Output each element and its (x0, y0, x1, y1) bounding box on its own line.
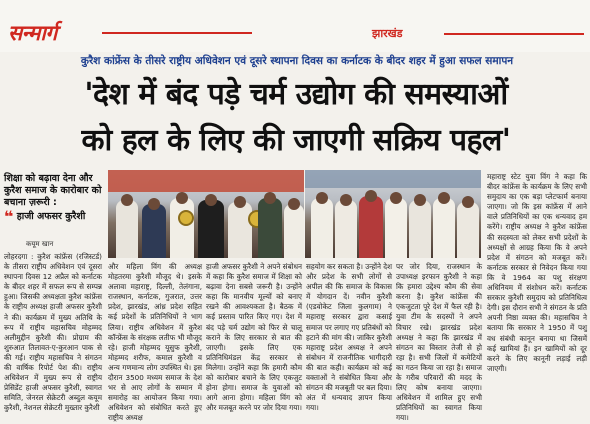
article-kicker: कुरैश कांफ्रेंस के तीसरे राष्ट्रीय अधिवेशन एवं दूसरे स्थापना दिवस का कर्नाटक के बीदर शहर में हुआ सफल समापन (80, 55, 514, 67)
person-figure (409, 200, 431, 258)
person-figure (359, 196, 383, 258)
person-figure (258, 198, 282, 258)
pull-quote-author-name: हाजी अफसर कुरैशी (16, 211, 86, 222)
newspaper-logo: सन्मार्ग (8, 20, 57, 45)
article-column-1: लोहरदगा : कुरैश कांफ्रेंस (रजिस्टर्ड) के तीसरा राष्ट्रीय अधिवेशन एवं दूसरा स्थापना दिवस 12 अप्रैल को कर्नाटक के बीदर शहर में सफल रूप से सम्पन्न हुआ। जिसकी अध्यक्षता कुरैश कांफ्रेंस के राष्ट्रीय अध्यक्ष हाजी अफसर कुरैशी ने की। कार्यक्रम में मुख्य अतिथि के रूप में राष्ट्रीय महासचिव मोहम्मद अलीमुद्दीन कुरैशी की। प्रोग्राम की शुरुआत तिलावत-ए-कुरआन पाक से की गई। राष्ट्रीय महासचिव ने संगठन की वार्षिक रिपोर्ट पेश की। राष्ट्रीय अधिवेशन में मुख्य रूप से राष्ट्रीय प्रेसिडेंट हाजी अफसर कुरैशी, स्वागत समिति, जेनरल सेक्रेटरी अब्दुल कयूम कुरैशी, नेशनल सेक्रेटरी मुख्तार कुरैशी (4, 252, 102, 413)
person-head (365, 190, 377, 202)
quote-mark-icon: ❝ (4, 207, 14, 226)
person-figure (170, 198, 194, 258)
pull-quote-author (4, 207, 104, 226)
person-head (176, 192, 188, 204)
person-figure (142, 204, 166, 258)
article-column-2: और महिला विंग की अध्यक्ष मोहतरमा कुरैशी मौजूद थे। इसके अलावा महाराष्ट्र, दिल्ली, तेलंगाना, राजस्थान, कर्नाटक, गुजरात, उत्तर प्रदेश, झारखंड, आंध्र प्रदेश सहित कई प्रदेशों के प्रतिनिधियों ने भाग लिया। राष्ट्रीय अधिवेशन में कुरैश कॉन्फ्रेंस के संरक्षक लतीफ भी मौजूद रहे। हाजी मोहम्मद यूसुफ कुरैशी, मोहम्मद शरीफ, कमाल कुरैशी व अन्य गणमान्य लोग उपस्थित थे। इस दौरान 3500 मध्यम समाज के देश भर से आए लोगों के सम्मान में समारोह का आयोजन किया गया। अधिवेशन को संबोधित करते हुए राष्ट्रीय अध्यक्ष (108, 262, 202, 423)
headline-line-1: 'देश में बंद पड़े चर्म उद्योग की समस्याओं (84, 77, 508, 112)
event-photo-stage (108, 170, 304, 258)
person-head (438, 192, 450, 204)
person-figure (311, 198, 333, 258)
pull-quote (4, 173, 104, 235)
person-head (264, 192, 276, 204)
person-figure (198, 200, 224, 258)
masthead (0, 0, 590, 52)
person-figure (335, 200, 357, 258)
person-figure (457, 202, 479, 258)
person-head (316, 192, 328, 204)
person-figure (116, 200, 138, 258)
pull-quote-text: शिक्षा को बढ़ावा देना और कुरैश समाज के कारोबार को बचाना ज़रूरी : (4, 173, 102, 208)
person-figure (228, 202, 252, 258)
person-head (288, 198, 300, 210)
article-column-4: सहयोग कर सकता है। उन्होंने देश और प्रदेश के सभी लोगों से अपील की कि समाज के विकास में योगदान दें। नवीन कुरैशी (एडवोकेट जिला कुलगाम) ने महाराष्ट्र सरकार द्वारा कसाई समाज पर लगाए गए प्रतिबंधों को हटाने की मांग की। जाकिर कुरैशी महाराष्ट्र प्रदेश अध्यक्ष ने अपने संबोधन में राजनीतिक भागीदारी की बात कही। कार्यक्रम को कई वक्ताओं ने संबोधित किया और संगठन की मजबूती पर बल दिया। अंत में धन्यवाद ज्ञापन किया गया। (306, 262, 393, 413)
person-head (414, 194, 426, 206)
person-head (234, 196, 246, 208)
award-shield (178, 210, 194, 226)
article-column-5: पर जोर दिया, राजस्थान के उपाध्यक्ष इरफान कुरैशी ने कहा कि हमारा उद्देश्य कौम की सेवा करना है। कुरैश कांफ्रेंस की एकजुटता पूरे देश में फैल रही है। युवा टीम के सदस्यों ने अपने विचार रखे। झारखंड प्रदेश अध्यक्ष ने कहा कि झारखंड में संगठन का विस्तार तेजी से हो रहा है। सभी जिलों में कमेटियों का गठन किया जा रहा है। समाज के गरीब परिवारों की मदद के लिए कोष बनाया जाएगा। अधिवेशन में शामिल हुए सभी प्रतिनिधियों का स्वागत किया गया। (396, 262, 482, 423)
person-figure (284, 204, 304, 258)
person-figure (385, 198, 407, 258)
byline: कयूम खान (26, 240, 54, 248)
person-head (205, 194, 217, 206)
article-column-3: हाजी अफसर कुरैशी ने अपने संबोधन में कहा कि कुरैश समाज में शिक्षा को बढ़ावा देना सबसे जरूरी है। उन्होंने कहा कि मानवीय मूल्यों को बनाए रखने की आवश्यकता है। बैठक में कई प्रस्ताव पारित किए गए। देश में बंद पड़े चर्म उद्योग को फिर से चालू कराने के लिए सरकार से बात की जाएगी। इसके लिए एक प्रतिनिधिमंडल केंद्र सरकार से मिलेगा। उन्होंने कहा कि हमारी कौम को कारोबार बचाने के लिए एकजुट होना होगा। समाज के युवाओं को आगे आना होगा। महिला विंग को और मजबूत करने पर जोर दिया गया। (206, 262, 302, 413)
article-column-6: महाराष्ट्र स्टेट युवा विंग ने कहा कि बीदर कांफ्रेंस के कार्यक्रम के लिए सभी समुदाय का एक बड़ा प्लेटफार्म बनाया जाएगा। जो कि इस कांफ्रेंस में आने वाले प्रतिनिधियों का एक धन्यवाद हम करेंगे। राष्ट्रीय अध्यक्ष ने कुरैश कांफ्रेंस की सदस्यता को लेकर सभी प्रदेशों के अध्यक्षों से आग्रह किया कि वे अपने प्रदेश में संगठन को मजबूत करें। कर्नाटक सरकार से निवेदन किया गया कि वे 1964 का पशु संरक्षण अधिनियम में संशोधन करें। कर्नाटक सरकार कुरैशी समुदाय को प्रतिनिधित्व देगी। इस दौरान सभी ने संगठन के प्रति अपनी निष्ठा व्यक्त की। महासचिव ने बताया कि सरकार ने 1950 में पशु वध संबंधी कानून बनाया था जिसमें कई खामियां हैं। इन खामियों को दूर करने के लिए कानूनी लड़ाई लड़ी जाएगी। (487, 172, 587, 373)
person-figure (433, 198, 455, 258)
event-photo-group (305, 170, 481, 258)
person-head (390, 192, 402, 204)
headline-line-2: को हल के लिए की जाएगी सक्रिय पहल' (81, 123, 511, 158)
masthead-rule-left (102, 32, 252, 34)
section-label: झारखंड (372, 27, 403, 40)
person-head (148, 198, 160, 210)
article-headline (6, 72, 586, 168)
stage-banner (108, 170, 304, 192)
stage-banner (305, 170, 481, 188)
person-head (462, 196, 474, 208)
person-head (121, 194, 133, 206)
masthead-rule-right (444, 33, 584, 35)
person-head (340, 194, 352, 206)
